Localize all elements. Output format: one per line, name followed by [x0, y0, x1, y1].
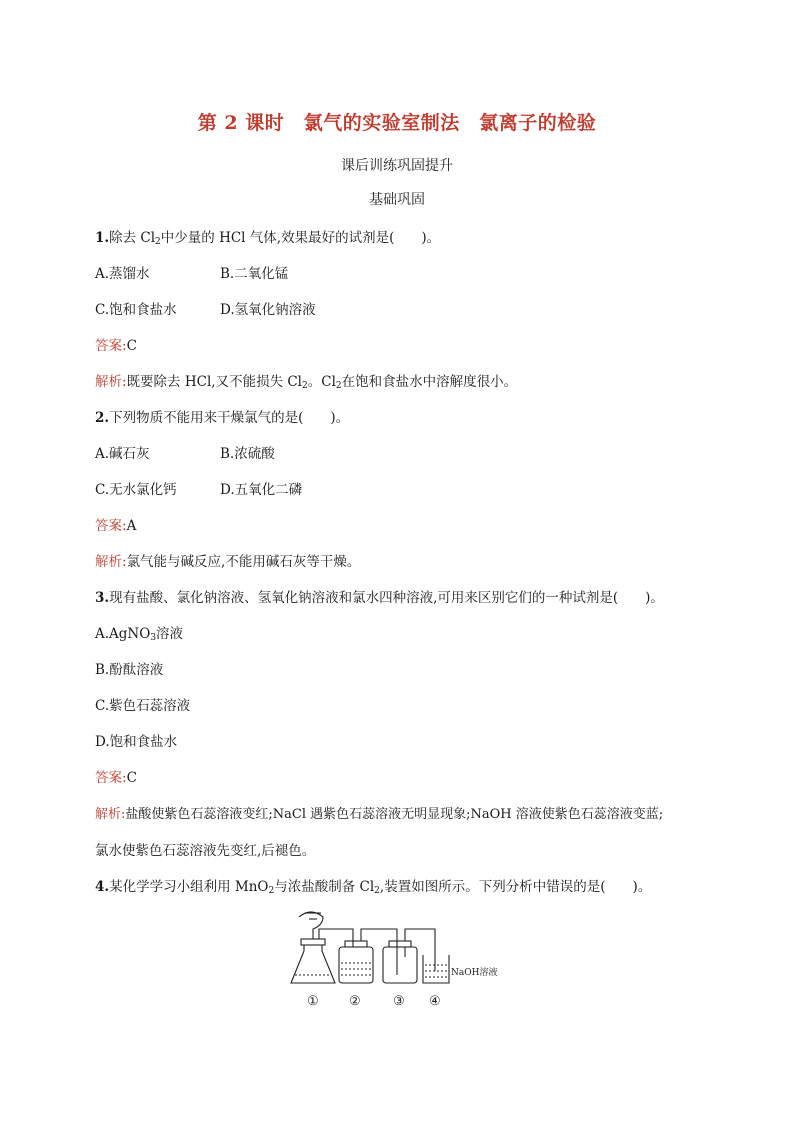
flask-1 — [291, 945, 335, 983]
subsection-heading: 基础巩固 — [369, 192, 425, 208]
apparatus-figure — [285, 905, 515, 1015]
option-c: C.无水氯化钙 — [95, 482, 177, 498]
option-c: C.紫色石蕊溶液 — [95, 698, 191, 714]
beaker-4 — [423, 955, 449, 983]
question-4-stem: 4.某化学学习小组利用 MnO$_2$与浓盐酸制备 $Cl_2$,装置如图所示。下列分析中错误的是( )。 — [95, 879, 652, 896]
question-number: 3. — [95, 590, 110, 606]
analysis-1: 解析:既要除去 HCl,又不能损失 $Cl_2$。$Cl_2$在饱和食盐水中溶解度很小。 — [95, 374, 518, 391]
question-1-stem: 1.除去 $Cl_2$中少量的 HCl 气体,效果最好的试剂是( )。 — [95, 230, 441, 247]
option-d: D.氢氧化钠溶液 — [220, 302, 316, 318]
option-d: D.饱和食盐水 — [95, 734, 178, 750]
fig-num-2: ② — [349, 994, 361, 1009]
answer-2: 答案:A — [95, 518, 137, 534]
wash-bottle-3 — [383, 947, 417, 983]
option-b: B.二氧化锰 — [220, 266, 289, 282]
fig-num-4: ④ — [429, 994, 441, 1009]
option-c: C.饱和食盐水 — [95, 302, 177, 318]
naoh-label: NaOH溶液 — [451, 968, 498, 978]
option-b: B.酚酞溶液 — [95, 662, 164, 678]
question-2-stem: 2.下列物质不能用来干燥氯气的是( )。 — [95, 410, 350, 426]
question-number: 2. — [95, 410, 110, 426]
answer-3: 答案:C — [95, 770, 137, 786]
section-heading: 课后训练巩固提升 — [341, 158, 453, 174]
analysis-3-cont: 氯水使紫色石蕊溶液先变红,后褪色。 — [95, 843, 316, 859]
analysis-3: 解析:盐酸使紫色石蕊溶液变红;NaCl 遇紫色石蕊溶液无明显现象;NaOH 溶液使紫色石蕊溶液变蓝; — [95, 807, 664, 822]
answer-1: 答案:C — [95, 338, 137, 354]
option-a: A.蒸馏水 — [95, 266, 150, 282]
wash-bottle-2 — [339, 947, 373, 983]
analysis-2: 解析:氯气能与碱反应,不能用碱石灰等干燥。 — [95, 554, 361, 570]
option-a: A.碱石灰 — [95, 446, 150, 462]
fig-num-3: ③ — [393, 994, 405, 1009]
question-number: 4. — [95, 879, 110, 895]
page-title: 第 2 课时 氯气的实验室制法 氯离子的检验 — [197, 112, 597, 134]
fig-num-1: ① — [307, 994, 319, 1009]
question-number: 1. — [95, 230, 110, 246]
option-a: A.AgNO$_3$溶液 — [95, 626, 184, 643]
option-b: B.浓硫酸 — [220, 446, 275, 462]
question-3-stem: 3.现有盐酸、氯化钠溶液、氢氧化钠溶液和氯水四种溶液,可用来区别它们的一种试剂是( )。 — [95, 590, 664, 606]
option-d: D.五氧化二磷 — [220, 482, 303, 498]
